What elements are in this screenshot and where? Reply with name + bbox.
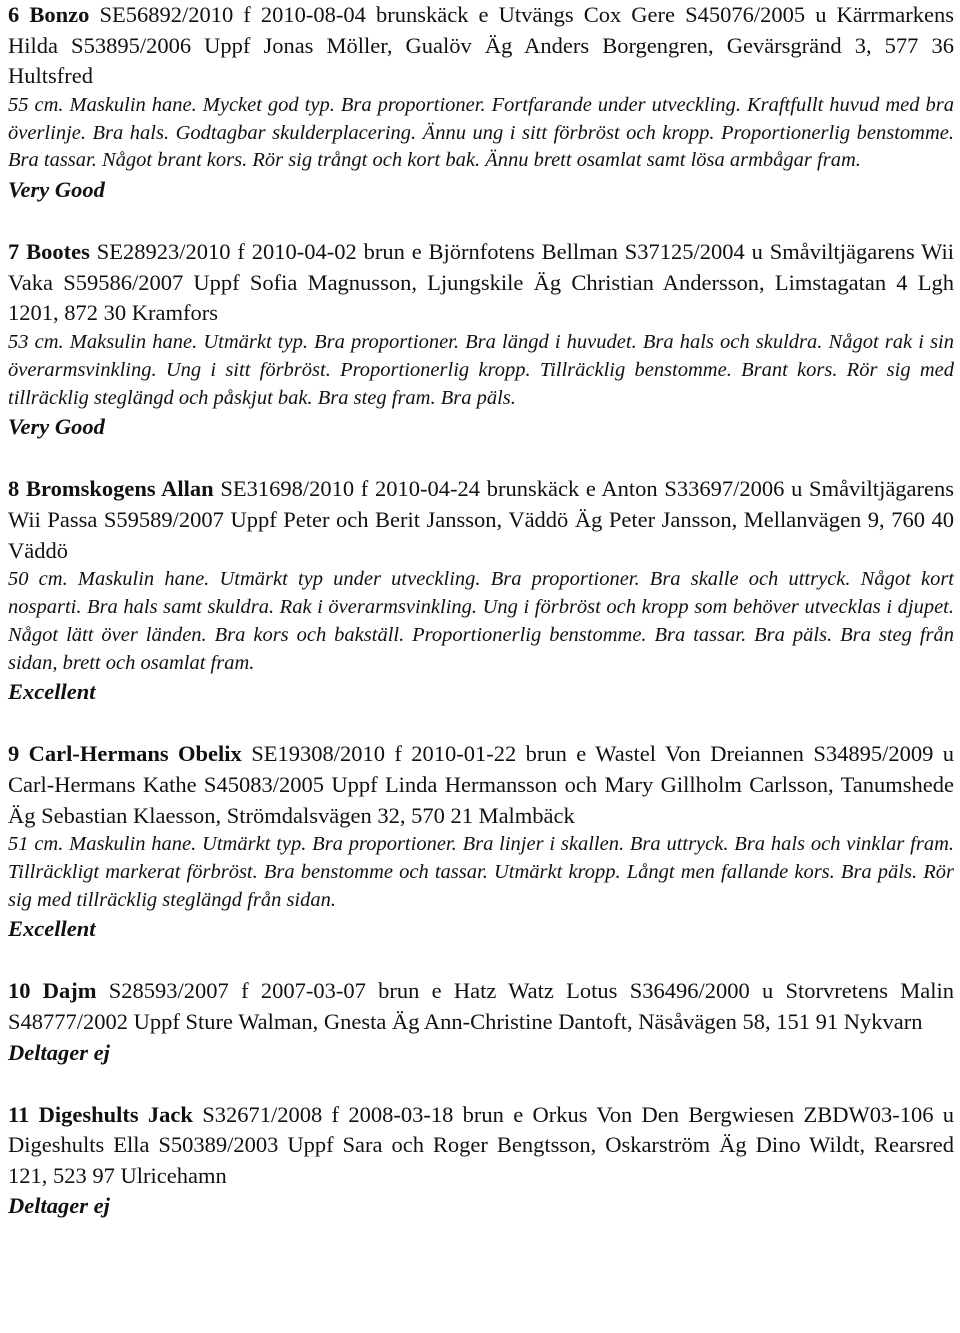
dog-details: SE31698/2010 f 2010-04-24 brunskäck e Anton S33697/2006 u Småviltjägarens Wii Passa S59589/2007 Uppf Peter och Berit Jansson, Väddö Äg Peter Jansson, Mellanvägen 9, 760 40 Väddö [8,476,955,563]
dog-name: Carl-Hermans Obelix [28,741,242,767]
dog-details: SE28923/2010 f 2010-04-02 brun e Björnfotens Bellman S37125/2004 u Småviltjägarens Wii Vaka S59586/2007 Uppf Sofia Magnusson, Ljungskile Äg Christian Andersson, Limstagatan 4 Lgh 1201, 872 30 Kramfors [8,239,955,326]
entry-number: 9 [8,741,20,767]
rating: Excellent [8,916,96,942]
entry-number: 8 [8,476,20,502]
judge-critique: 50 cm. Maskulin hane. Utmärkt typ under utveckling. Bra proportioner. Bra skalle och uttryck. Något kort nosparti. Bra hals samt skuldra. Rak i överarmsvinkling. Ung i förbröst och kropp som behöver utvecklas i djupet. Något lätt över länden. Bra kors och bakställ. Proportionerlig benstomme. Bra tassar. Bra päls. Bra steg från sidan, brett och osamlat fram. [8,568,954,674]
entry-header [8,474,954,566]
dog-name: Bromskogens Allan [25,476,214,502]
dog-details: S28593/2007 f 2007-03-07 brun e Hatz Watz Lotus S36496/2000 u Storvretens Malin S48777/2002 Uppf Sture Walman, Gnesta Äg Ann-Christine Dantoft, Näsåvägen 58, 151 91 Nykvarn [8,978,955,1035]
dog-entry-6 [8,0,954,205]
rating: Deltager ej [8,1039,110,1065]
dog-entry-11 [8,1100,954,1222]
entry-header [8,739,954,831]
judge-critique: 55 cm. Maskulin hane. Mycket god typ. Bra proportioner. Fortfarande under utveckling. Kraftfullt huvud med bra överlinje. Bra hals. Godtagbar skulderplacering. Ännu ung i sitt förbröst och kropp. Proportionerlig benstomme. Bra tassar. Något brant kors. Rör sig trångt och kort bak. Ännu brett osamlat samt lösa armbågar fram. [8,93,954,172]
dog-entry-9 [8,739,954,944]
judge-critique: 53 cm. Maksulin hane. Utmärkt typ. Bra proportioner. Bra längd i huvudet. Bra hals och skuldra. Något rak i sin överarmsvinkling. Ung i sitt förbröst. Proportionerlig kropp. Tillräcklig benstomme. Brant kors. Rör sig med tillräcklig steglängd och påskjut bak. Bra steg fram. Bra päls. [8,330,954,409]
rating: Deltager ej [8,1193,110,1219]
entry-header [8,976,954,1037]
dog-details: SE19308/2010 f 2010-01-22 brun e Wastel Von Dreiannen S34895/2009 u Carl-Hermans Kathe S45083/2005 Uppf Linda Hermansson och Mary Gillholm Carlsson, Tanumshede Äg Sebastian Klaesson, Strömdalsvägen 32, 570 21 Malmbäck [8,741,954,828]
dog-entry-10 [8,976,954,1067]
dog-name: Bootes [26,239,90,265]
entry-number: 11 [8,1101,30,1127]
entry-header [8,1100,954,1192]
entry-number: 6 [8,2,20,27]
dog-name: Dajm [42,978,97,1004]
judge-critique: 51 cm. Maskulin hane. Utmärkt typ. Bra proportioner. Bra linjer i skallen. Bra uttryck. Bra hals och vinklar fram. Tillräckligt markerat förbröst. Bra benstomme och tassar. Utmärkt kropp. Långt men fallande kors. Bra päls. Rör sig med tillräcklig steglängd från sidan. [8,833,954,911]
dog-name: Digeshults Jack [38,1101,193,1127]
rating: Excellent [8,679,96,705]
entry-number: 10 [8,978,31,1004]
dog-details: S32671/2008 f 2008-03-18 brun e Orkus Von Den Bergwiesen ZBDW03-106 u Digeshults Ella S50389/2003 Uppf Sara och Roger Bengtsson, Oskarström Äg Dino Wildt, Rearsred 121, 523 97 Ulricehamn [8,1101,955,1188]
dog-details: SE56892/2010 f 2010-08-04 brunskäck e Utvängs Cox Gere S45076/2005 u Kärrmarkens Hilda S53895/2006 Uppf Jonas Möller, Gualöv Äg Anders Borgengren, Gevärsgränd 3, 577 36 Hultsfred [8,2,954,89]
dog-entry-7 [8,237,954,442]
entry-header [8,0,954,92]
dog-name: Bonzo [29,2,90,27]
rating: Very Good [8,177,105,203]
entry-number: 7 [8,239,20,265]
dog-entry-8 [8,474,954,707]
rating: Very Good [8,414,105,440]
entry-header [8,237,954,329]
